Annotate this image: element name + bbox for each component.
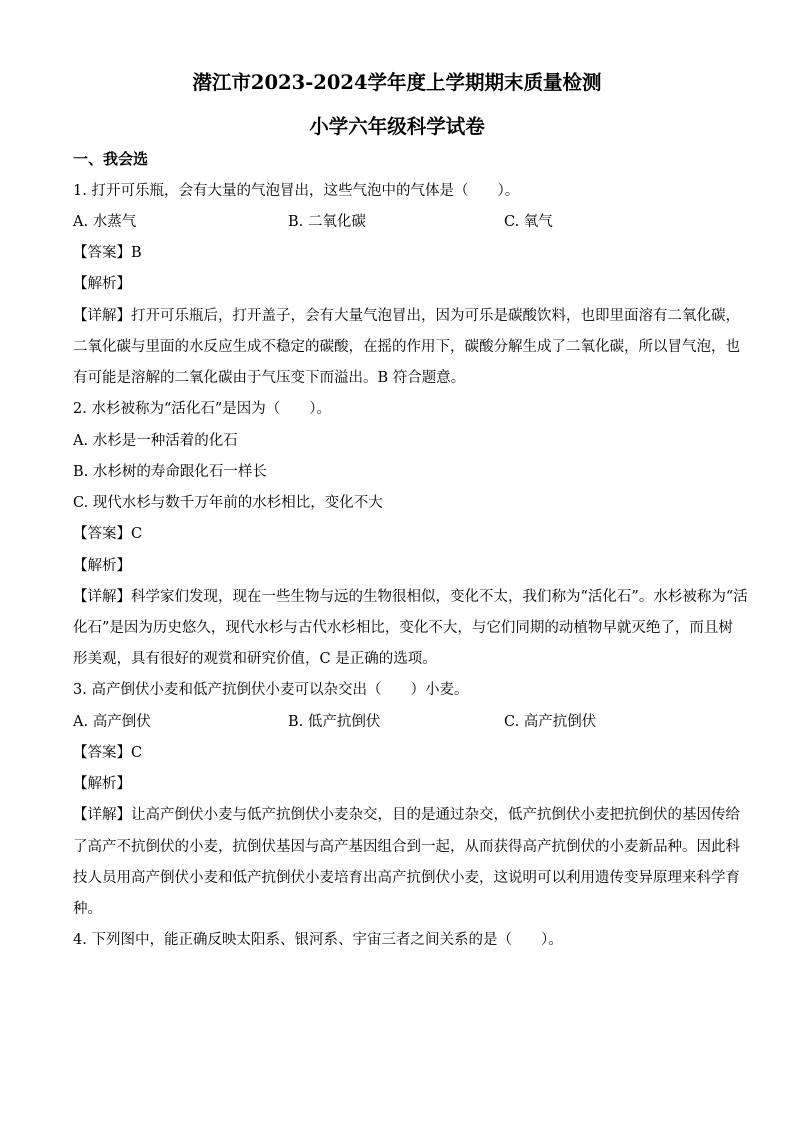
question-3-detail-line: 种。 (73, 901, 102, 917)
question-3-analysis: 【解析】 (73, 776, 131, 792)
question-1-detail-line: 【详解】打开可乐瓶后，打开盖子，会有大量气泡冒出，因为可乐是碳酸饮料，也即里面溶有二氧化碳， (73, 308, 740, 324)
question-2-option-c: C. 现代水杉与数千万年前的水杉相比，变化不大 (73, 495, 383, 511)
question-3-detail-line: 技人员用高产倒伏小麦和低产抗倒伏小麦培育出高产抗倒伏小麦，这说明可以利用遗传变异原理来科学育 (73, 870, 740, 886)
question-2-analysis: 【解析】 (73, 558, 131, 574)
exam-title: 潜江市2023-2024学年度上学期期末质量检测 (192, 71, 602, 94)
exam-subtitle: 小学六年级科学试卷 (309, 115, 485, 138)
question-4-stem: 4. 下列图中，能正确反映太阳系、银河系、宇宙三者之间关系的是（ ）。 (73, 932, 563, 948)
question-1-option-a: A. 水蒸气 (73, 214, 137, 230)
question-2-detail-line: 化石”是因为历史悠久，现代水杉与古代水杉相比，变化不大，与它们同期的动植物早就灭绝了，而且树 (73, 620, 733, 636)
question-1-detail-line: 二氧化碳与里面的水反应生成不稳定的碳酸，在摇的作用下，碳酸分解生成了二氧化碳，所以冒气泡，也 (73, 339, 740, 355)
question-3-answer: 【答案】C (73, 745, 143, 761)
question-3-detail-line: 了高产不抗倒伏的小麦，抗倒伏基因与高产基因组合到一起，从而获得高产抗倒伏的小麦新品种。因此科 (73, 839, 740, 855)
question-2-stem: 2. 水杉被称为“活化石”是因为（ ）。 (73, 401, 332, 417)
question-3-option-c: C. 高产抗倒伏 (504, 714, 597, 730)
question-2-detail-line: 【详解】科学家们发现，现在一些生物与远的生物很相似，变化不太，我们称为“活化石”。水杉被称为“活 (73, 589, 748, 605)
question-1-answer: 【答案】B (73, 245, 142, 261)
question-1-option-b: B. 二氧化碳 (288, 214, 366, 230)
question-1-stem: 1. 打开可乐瓶，会有大量的气泡冒出，这些气泡中的气体是（ ）。 (73, 183, 520, 199)
section-heading: 一、我会选 (73, 150, 149, 168)
question-2-answer: 【答案】C (73, 526, 143, 542)
question-3-detail-line: 【详解】让高产倒伏小麦与低产抗倒伏小麦杂交，目的是通过杂交，低产抗倒伏小麦把抗倒伏的基因传给 (73, 807, 740, 823)
question-2-detail-line: 形美观，具有很好的观赏和研究价值，C 是正确的选项。 (73, 651, 437, 667)
question-2-option-a: A. 水杉是一种活着的化石 (73, 433, 238, 449)
question-1-option-c: C. 氧气 (504, 214, 553, 230)
question-1-detail-line: 有可能是溶解的二氧化碳由于气压变下而溢出。B 符合题意。 (73, 370, 466, 386)
question-3-option-a: A. 高产倒伏 (73, 714, 151, 730)
question-2-option-b: B. 水杉树的寿命跟化石一样长 (73, 464, 267, 480)
question-3-stem: 3. 高产倒伏小麦和低产抗倒伏小麦可以杂交出（ ）小麦。 (73, 682, 469, 698)
question-3-option-b: B. 低产抗倒伏 (288, 714, 381, 730)
question-1-analysis: 【解析】 (73, 276, 131, 292)
